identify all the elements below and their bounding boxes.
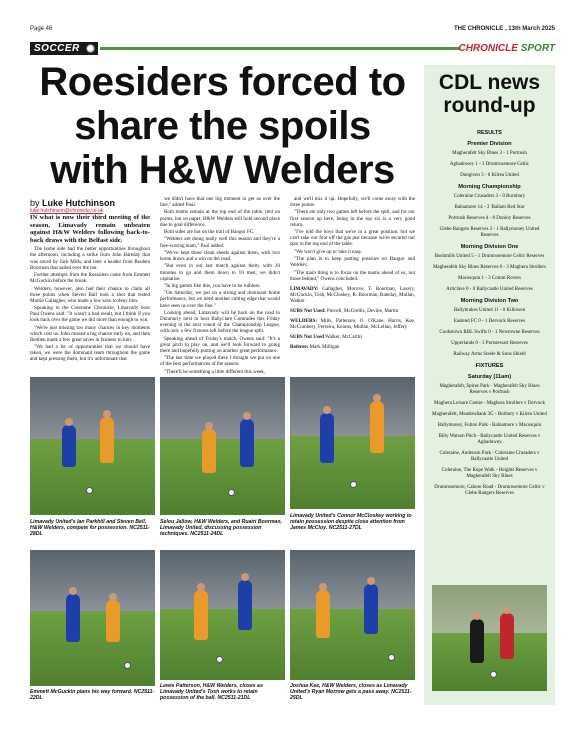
paper-date: THE CHRONICLE , 13th March 2025 [453, 26, 555, 32]
sidebar-title: CDL news round-up [438, 71, 541, 117]
result-item: Articlave 0 - 0 Ballycastle United Reserves [446, 287, 533, 292]
player-figure [106, 600, 120, 642]
team-label: Referee: [290, 344, 309, 351]
paragraph: Looking ahead, Limavady will be back on the road to Dunmurry next to host Ballyclare Comrades this Friday evening in the next round of the Championship League, with only a few fixtures left before the league split. [160, 309, 280, 335]
player-figure [316, 590, 330, 638]
photo-caption-4: Emmett McGuckin plans his way forward. NC2511-22DL [30, 689, 155, 702]
fixture-item: Magherafelt, Spires Park - Magherafelt Sky Blues Reserves v Portrush [439, 384, 540, 395]
ball-figure [216, 656, 223, 663]
paragraph: we didn't have that one big moment to get us over the line," added Paul. [160, 196, 280, 209]
result-item: Magherafelt Sky Blues Reserves 0 - 3 Maghera Strollers [432, 265, 547, 270]
player-figure [500, 613, 514, 659]
paragraph: "We had a lot of opportunities that we should have taken, we were the dominant team throughout the game and kept pressing them, but it's unfortunate that [30, 344, 150, 363]
paragraph: Further attempts from the Roesiders came from Emmett McGuckin before the break. [30, 272, 150, 285]
player-figure [238, 580, 252, 630]
result-item: Magherafelt Sky Blues 3 - 1 Portrush [452, 151, 527, 156]
team-players: Purcell, McGrellis, Devine, Martin [326, 307, 399, 314]
photo-caption-3: Limavady United's Connor McCloskey working to retain possession despite close attention from James McCloy. NC2511-27DL [290, 513, 412, 532]
fixture-item: Ballymoney, Fulton Park - Balnamore v Macosquin [437, 423, 542, 428]
division-heading: Morning Championship [458, 184, 521, 190]
author-email[interactable]: luke.hutchinson@chronicle.co.uk [30, 208, 104, 214]
paragraph: "In big games like this, you have to be ruthless. [164, 283, 261, 289]
football-icon [86, 44, 95, 53]
match-photo-5 [160, 550, 285, 680]
player-figure [62, 425, 76, 467]
page-number: Page 46 [30, 26, 53, 32]
result-item: Railway Arms Steele & Sons Shield [453, 352, 526, 357]
player-figure [470, 619, 484, 663]
paragraph: "There are only two games left before the split, and for our first season up here, being in the top six is a very good return. [290, 209, 415, 228]
paragraph: "We won't give up or take it easy. [294, 248, 363, 255]
paragraph: "We've kept three clean sheets against them, with two home draws and a win on the road. [160, 249, 280, 263]
chronicle-sport-logo [458, 42, 555, 55]
cdl-news-sidebar [424, 65, 555, 705]
result-item: Aghadowey 1 - 1 Drumrosemore Celtic [449, 162, 530, 167]
player-figure [202, 429, 216, 473]
result-item: Coleraine Crusaders 3 - 0 Burnbury [453, 194, 526, 199]
byline-prefix: by [30, 198, 40, 208]
result-item: Upperlands 0 - 3 Portstewart Reserves [451, 341, 528, 346]
result-item: Portrush Reserves 4 - 8 Donloy Reserves [448, 216, 531, 221]
paragraph: "There'll be something a little different this week, [164, 368, 266, 375]
result-item: Dungiven 3 - 0 Kilrea United [460, 173, 519, 178]
paragraph: The home side had the better opportunities throughout the afternoon, including a strike from John Bateday that was saved by Jack Mills, and later a header from Reuben Boorman that sailed over the bar. [30, 246, 150, 271]
player-figure [370, 401, 384, 453]
paragraph: Speaking to the Coleraine Chronicle, Limavady boss Paul Owens said: "It wasn't a bad result, but I think if you look back over the game we did more than enough to win. [30, 305, 150, 324]
paragraph: and we'll mix it up. Hopefully, we'll come away with the three points. [290, 196, 415, 209]
fixture-item: Billy Watson Pitch - Ballycastle United Reserves v Aghadowey [438, 434, 541, 445]
fixture-item: Coleraine, The Rope Walk - Heights Reserves v Magherafelt Sky Blues [441, 468, 538, 479]
division-heading: Morning Division One [460, 244, 519, 250]
match-photo-1 [30, 377, 155, 515]
lead-paragraph: IN what is now their third meeting of the season, Limavady remain unbeaten against H&W Welders following back-to-back draws with the Belfast side. [30, 214, 150, 244]
referee [290, 344, 415, 350]
paragraph: "The last time we played there I thought we put on one of the best performances of the season. [160, 355, 280, 368]
section-divider [100, 47, 460, 50]
paragraph: Both teams remain at the top end of the table, tied on points, but on paper, H&W Welders still hold second place due to goal difference. [160, 209, 280, 228]
player-figure [320, 413, 334, 463]
result-item: Eastend FC 0 - 1 Dervock Reserves [453, 319, 526, 324]
match-photo-6 [290, 550, 415, 680]
fixture-item: Maghera Leisure Centre - Maghera Strollers v Dervock [434, 401, 545, 406]
article-column-3 [290, 196, 415, 354]
photo-caption-2: Selou Jallow, H&W Welders, and Ruairi Boorman, Limavady United, discussing possession techniques. NC2511-24DL [160, 519, 282, 538]
result-item: Bushmills United 5 - 1 Drumrosemore Celtic Reserves [434, 254, 545, 259]
paragraph: Both sides are hot on the trail of Bangor FC. [164, 229, 255, 236]
team-subs [290, 334, 415, 340]
division-heading: Premier Division [467, 141, 512, 147]
division-heading: Saturday (11am) [467, 374, 512, 380]
team-label: SUBS Not Used [290, 334, 324, 341]
fixture-item: Drumrosemore, Cahore Road - Drumrosemore Celtic v Glebe Rangers Reserves [434, 485, 545, 496]
team-players: Mark Milligan [309, 344, 340, 351]
match-photo-3 [290, 377, 415, 509]
result-item: Ballybrakes United 11 - 0 Killowen [453, 308, 526, 313]
team-label: SUBS Not Used: [290, 307, 326, 314]
photo-caption-1: Limavady United's Ian Parkhill and Steven Bell, H&W Welders, compete for possession. NC2511-28DL [30, 519, 150, 538]
team-lineup [290, 286, 415, 304]
paragraph: "We're just missing too many chances in key moments which cost us. John missed a big chance early on, and then Reuben made a few great saves in fairness to him. [30, 324, 150, 343]
sidebar-photo [432, 585, 547, 691]
paragraph: "The plan is to keep putting pressure on Bangor and Welders. [290, 256, 415, 269]
byline [30, 198, 160, 214]
player-figure [100, 417, 114, 463]
team-players: Walker, McCarthy [325, 334, 363, 341]
fixture-item: Magherafelt, Meadowbank 3G - Burbury v Kilrea United [432, 412, 547, 417]
fixtures-heading: FIXTURES [475, 363, 504, 369]
fixture-item: Coleraine, Anderson Park - Coleraine Crusaders v Ballycastle United [439, 451, 540, 462]
match-photo-4 [30, 550, 155, 686]
paragraph: Welders, however, also had their chance to claim all three points when Steven Ball took a shot that tested Martin Gallagher, who made a low save to deny him. [30, 285, 150, 304]
page-header [30, 25, 555, 35]
section-bar [30, 42, 555, 57]
brand-chronicle: CHRONICLE [458, 43, 518, 54]
match-photo-2 [160, 377, 285, 515]
article-column-2 [160, 196, 280, 376]
result-item: Macosquin 1 - 3 Comm Rovers [458, 276, 521, 281]
team-lineup [290, 318, 415, 330]
ball-figure [388, 654, 395, 661]
ball-figure [228, 489, 235, 496]
paragraph: "Welders are doing really well this season and they're a free-scoring team," Paul added. [160, 236, 280, 249]
author-name: Luke Hutchinson [42, 198, 116, 208]
article-column-1 [30, 214, 150, 364]
player-figure [66, 594, 80, 642]
photo-caption-6: Joshua Kee, H&W Welders, closes as Limavady United's Ryan Morrow gets a pass away. NC2511-25DL [290, 683, 412, 702]
player-figure [364, 584, 378, 634]
player-figure [194, 590, 208, 640]
brand-sport: SPORT [520, 43, 555, 54]
results-heading: RESULTS [477, 130, 502, 136]
ball-figure [490, 671, 497, 678]
byline-text [30, 198, 160, 208]
paragraph: Speaking ahead of Friday's match, Owens said: "It's a great pitch to play on, and we'll look forward to going there and hopefully putting on another great performance. [160, 335, 280, 354]
team-label: LIMAVADY: [290, 285, 319, 292]
ball-figure [350, 481, 357, 488]
ball-figure [124, 662, 131, 669]
result-item: Glebe Rangers Reserves 2 - 1 Ballymoney United Reserves [439, 227, 540, 238]
paragraph: "But even in our last match against them, with 20 minutes to go and them down to 10 men, we didn't capitalise. [160, 263, 280, 282]
photo-caption-5: Lewis Patterson, H&W Welders, closes as Limavady United's Tosh works to retain possession of the ball. NC2511-21DL [160, 683, 263, 702]
team-players: Mills, Patterson, O. O'Kane, Harris, Kee, McCombery, Ferreira, Kearns, Mullan, McLellan, Jeffery [290, 318, 415, 331]
paragraph: "I've told the boys that we're in a great position, but we can't take our foot off the gas just because we're secured our spot in the top end of the table. [290, 229, 415, 248]
team-label: WELDERS: [290, 318, 318, 325]
headline: Roesiders forced to share the spoils with H&W Welders [39, 60, 406, 192]
player-figure [240, 419, 254, 467]
division-heading: Morning Division Two [460, 298, 519, 304]
result-item: Cookstown RBL Swifts 0 - 1 Newtowne Reserves [439, 330, 540, 335]
section-label: SOCCER [30, 42, 98, 55]
paragraph: "The main thing is to focus on the teams ahead of us, not those behind," Owens concluded. [290, 269, 415, 282]
result-item: Balnamore 14 - 3 'Ballam Red Star [454, 205, 525, 210]
ball-figure [86, 487, 93, 494]
paragraph: "On Saturday, we put on a strong and dominant home performance, but we need another cutting edge that would have seen us over the line." [160, 290, 280, 309]
team-players: Gallagher, Morrow, T. Boorman, Lavery, McGuckin, Tosh, McCloskey, R. Boorman, Bateday, Mullan, Walker [290, 285, 415, 304]
team-subs [290, 308, 415, 314]
